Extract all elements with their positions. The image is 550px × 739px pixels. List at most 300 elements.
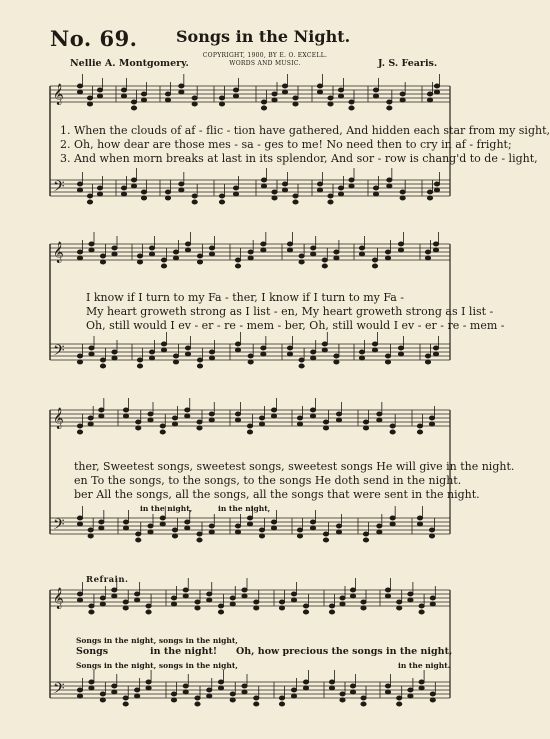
note-head [242,588,247,592]
note-head [136,420,141,424]
note-head [400,196,405,200]
note-head [254,600,259,604]
note-head [387,100,392,104]
note-head [297,528,302,532]
note-head [121,192,126,196]
note-head [165,98,170,102]
note-head [77,522,82,526]
note-head [282,182,287,186]
note-head [137,364,142,368]
note-head [185,414,190,418]
note-head [349,106,354,110]
note-head [349,184,354,188]
note-head [334,256,339,260]
note-head [77,592,82,596]
note-head [89,248,94,252]
note-head [299,254,304,258]
note-head [390,522,395,526]
note-head [259,528,264,532]
note-head [146,686,151,690]
note-head [219,102,224,106]
note-head [271,520,276,524]
note-head [430,602,435,606]
note-head [291,592,296,596]
refrain-line-b-3: Oh, how precious the songs in the night, [236,646,453,657]
note-head [408,598,413,602]
note-head [310,526,315,530]
note-head [77,84,82,88]
note-head [287,248,292,252]
verse-2-line-3: en To the songs, to the songs, to the songs He doth send in the night. [74,474,462,487]
note-head [363,532,368,536]
note-head [291,688,296,692]
note-head [328,200,333,204]
note-head [218,680,223,684]
note-head [297,416,302,420]
note-head [209,252,214,256]
note-head [99,520,104,524]
note-head [207,592,212,596]
note-head [148,418,153,422]
note-head [372,348,377,352]
note-head [279,696,284,700]
note-head [197,420,202,424]
note-head [141,92,146,96]
note-head [230,596,235,600]
note-head [123,520,128,524]
note-head [340,698,345,702]
note-head [112,246,117,250]
note-head [390,516,395,520]
bass-echo-2: in the night, [218,504,271,513]
note-head [218,610,223,614]
note-head [340,692,345,696]
note-head [171,596,176,600]
note-head [311,356,316,360]
note-head [385,360,390,364]
note-head [373,94,378,98]
note-head [417,522,422,526]
note-head [149,350,154,354]
note-head [429,416,434,420]
note-head [77,430,82,434]
note-head [218,686,223,690]
note-head [398,346,403,350]
note-head [171,692,176,696]
note-head [434,182,439,186]
note-head [299,364,304,368]
note-head [209,412,214,416]
note-head [248,250,253,254]
note-head [329,680,334,684]
note-head [207,694,212,698]
note-head [373,88,378,92]
note-head [317,90,322,94]
note-head [272,92,277,96]
note-head [77,90,82,94]
note-head [235,348,240,352]
note-head [173,360,178,364]
note-head [361,702,366,706]
note-head [235,342,240,346]
note-head [112,356,117,360]
note-head [400,190,405,194]
note-head [279,600,284,604]
note-head [425,360,430,364]
note-head [235,264,240,268]
note-head [361,696,366,700]
note-head [433,248,438,252]
note-head [141,196,146,200]
note-head [408,688,413,692]
note-head [77,424,82,428]
note-head [100,698,105,702]
note-head [359,356,364,360]
note-head [299,358,304,362]
note-head [165,196,170,200]
note-head [261,346,266,350]
note-head [192,96,197,100]
note-head [136,532,141,536]
note-head [179,188,184,192]
bass-clef-icon: 𝄢 [53,516,65,537]
refrain-line-b-1: Songs [76,646,109,657]
note-head [123,696,128,700]
note-head [408,694,413,698]
note-head [417,430,422,434]
note-head [261,352,266,356]
note-head [112,350,117,354]
note-head [97,192,102,196]
note-head [291,694,296,698]
note-head [77,516,82,520]
note-head [233,186,238,190]
note-head [385,588,390,592]
note-head [417,516,422,520]
note-head [272,98,277,102]
note-head [397,606,402,610]
note-head [297,534,302,538]
note-head [433,352,438,356]
note-head [235,418,240,422]
bass-clef-icon: 𝄢 [53,680,65,701]
verse-2-line-1: 2. Oh, how dear are those mes - sa - ges to me! No need then to cry in af - fright; [60,138,512,151]
note-head [195,600,200,604]
note-head [146,680,151,684]
note-head [185,346,190,350]
note-head [230,602,235,606]
note-head [235,258,240,262]
hymn-number: No. 69. [50,26,138,51]
note-head [197,426,202,430]
refrain-line-a: Songs in the night, songs in the night, [76,636,238,645]
note-head [209,524,214,528]
note-head [112,252,117,256]
note-head [361,606,366,610]
note-head [377,530,382,534]
note-head [146,604,151,608]
note-head [340,602,345,606]
note-head [363,426,368,430]
note-head [131,106,136,110]
note-head [387,106,392,110]
note-head [372,258,377,262]
note-head [247,430,252,434]
note-head [99,414,104,418]
note-head [271,414,276,418]
note-head [385,354,390,358]
note-head [179,90,184,94]
note-head [89,346,94,350]
note-head [317,182,322,186]
note-head [77,188,82,192]
note-head [209,418,214,422]
note-head [247,522,252,526]
note-head [322,342,327,346]
note-head [123,606,128,610]
note-head [349,178,354,182]
note-head [427,196,432,200]
note-head [136,538,141,542]
note-head [197,254,202,258]
note-head [434,188,439,192]
note-head [279,702,284,706]
note-head [390,430,395,434]
note-head [235,412,240,416]
note-head [192,194,197,198]
note-head [87,96,92,100]
bass-clef-icon: 𝄢 [53,178,65,199]
note-head [329,610,334,614]
note-head [172,534,177,538]
verse-2-line-2: My heart groweth strong as I list - en, My heart groweth strong as I list - [86,305,494,318]
note-head [338,88,343,92]
note-head [433,242,438,246]
note-head [377,524,382,528]
bass-echo-1: in the night, [140,504,193,513]
note-head [87,102,92,106]
note-head [141,98,146,102]
note-head [272,190,277,194]
note-head [434,84,439,88]
note-head [385,256,390,260]
note-head [171,698,176,702]
note-head [430,692,435,696]
note-head [340,596,345,600]
treble-clef-icon: 𝄞 [53,242,64,263]
note-head [385,684,390,688]
note-head [363,420,368,424]
note-head [419,610,424,614]
note-head [419,604,424,608]
note-head [235,530,240,534]
note-head [218,604,223,608]
note-head [427,190,432,194]
note-head [235,524,240,528]
note-head [197,364,202,368]
note-head [148,524,153,528]
note-head [100,254,105,258]
note-head [297,422,302,426]
note-head [328,96,333,100]
note-head [293,96,298,100]
note-head [334,354,339,358]
note-head [373,192,378,196]
note-head [293,102,298,106]
note-head [363,538,368,542]
note-head [282,90,287,94]
note-head [161,348,166,352]
note-head [123,702,128,706]
note-head [89,680,94,684]
note-head [261,106,266,110]
note-head [361,600,366,604]
note-head [293,194,298,198]
note-head [429,534,434,538]
note-head [334,250,339,254]
note-head [77,250,82,254]
note-head [254,606,259,610]
note-head [350,588,355,592]
note-head [112,690,117,694]
note-head [322,264,327,268]
refrain-label: Refrain. [86,575,129,585]
note-head [172,416,177,420]
note-head [247,516,252,520]
note-head [161,258,166,262]
note-head [247,424,252,428]
verse-1-line-2: I know if I turn to my Fa - ther, I know if I turn to my Fa - [86,291,405,304]
note-head [279,606,284,610]
note-head [172,422,177,426]
note-head [272,196,277,200]
verse-1-line-1: 1. When the clouds of af - flic - tion have gathered, And hidden each star from my sight, [60,124,550,137]
note-head [135,694,140,698]
note-head [338,192,343,196]
note-head [195,606,200,610]
note-head [359,252,364,256]
note-head [195,702,200,706]
note-head [317,84,322,88]
note-head [100,260,105,264]
note-head [141,190,146,194]
bass-clef-icon: 𝄢 [53,342,65,363]
note-head [303,604,308,608]
note-head [372,342,377,346]
note-head [261,178,266,182]
note-head [88,528,93,532]
note-head [387,178,392,182]
note-head [121,88,126,92]
note-head [329,604,334,608]
note-head [427,98,432,102]
note-head [197,260,202,264]
note-head [336,530,341,534]
refrain-line-c-end: in the night. [398,661,451,670]
note-head [112,684,117,688]
treble-clef-icon: 𝄞 [53,84,64,105]
note-head [97,186,102,190]
note-head [77,182,82,186]
note-head [100,692,105,696]
note-head [112,594,117,598]
note-head [165,190,170,194]
note-head [282,188,287,192]
note-head [89,604,94,608]
note-head [123,408,128,412]
note-head [183,690,188,694]
note-head [89,242,94,246]
note-head [148,412,153,416]
note-head [192,102,197,106]
note-head [121,186,126,190]
note-head [397,702,402,706]
note-head [172,528,177,532]
note-head [385,250,390,254]
note-head [310,520,315,524]
note-head [88,416,93,420]
note-head [259,416,264,420]
note-head [233,88,238,92]
note-head [398,352,403,356]
note-head [149,246,154,250]
note-head [287,242,292,246]
note-head [100,364,105,368]
note-head [311,246,316,250]
note-head [219,200,224,204]
note-head [261,242,266,246]
note-head [429,422,434,426]
note-head [248,360,253,364]
note-head [88,422,93,426]
note-head [242,684,247,688]
note-head [87,194,92,198]
note-head [271,408,276,412]
verse-1-line-3: ther, Sweetest songs, sweetest songs, sweetest songs He will give in the night. [74,460,515,473]
note-head [233,94,238,98]
note-head [233,192,238,196]
note-head [350,594,355,598]
note-head [408,592,413,596]
note-head [230,692,235,696]
note-head [430,596,435,600]
note-head [323,426,328,430]
note-head [77,360,82,364]
note-head [209,246,214,250]
note-head [425,256,430,260]
note-head [429,528,434,532]
note-head [385,690,390,694]
note-head [171,602,176,606]
note-head [192,200,197,204]
composer-credit: J. S. Fearis. [378,58,438,69]
note-head [197,532,202,536]
note-head [261,248,266,252]
note-head [310,414,315,418]
note-head [149,252,154,256]
note-head [183,588,188,592]
note-head [323,532,328,536]
note-head [359,350,364,354]
note-head [183,684,188,688]
note-head [398,248,403,252]
note-head [160,430,165,434]
note-head [322,258,327,262]
note-head [338,94,343,98]
note-head [417,424,422,428]
note-head [336,418,341,422]
note-head [136,426,141,430]
